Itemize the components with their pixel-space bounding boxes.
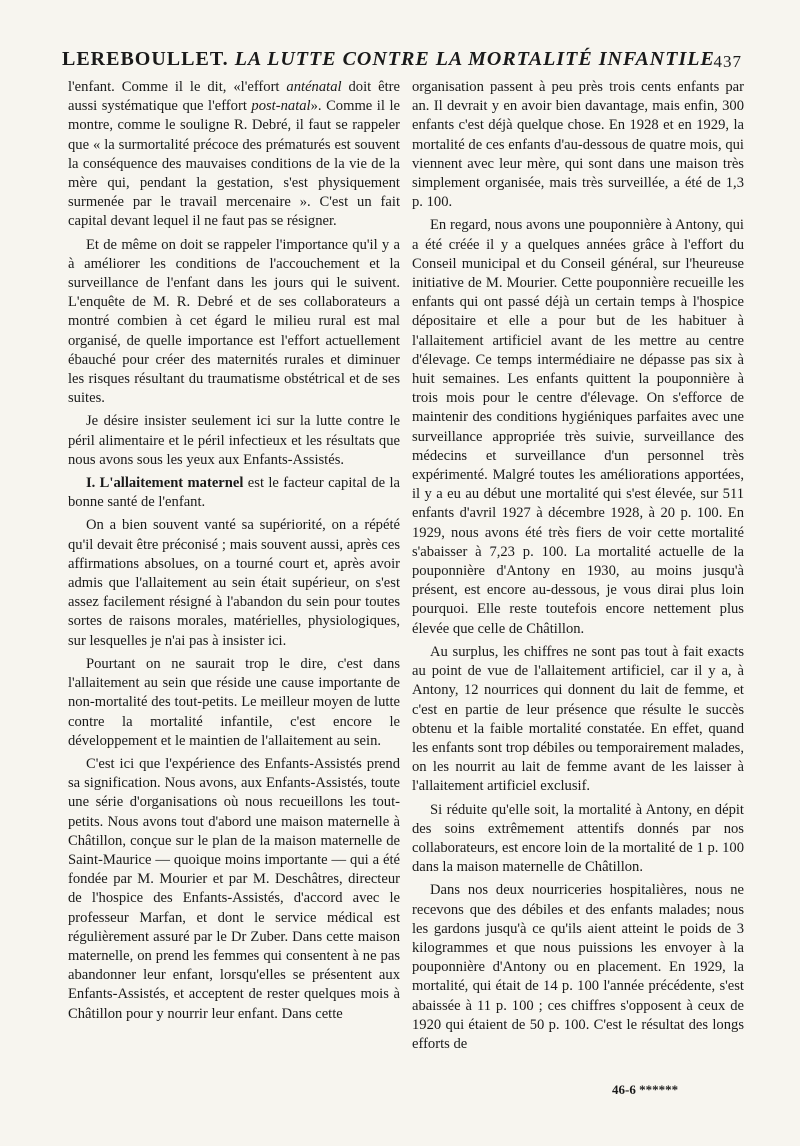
paragraph (68, 655, 400, 751)
paragraph (68, 78, 400, 232)
text-run: doit être aussi systématique que l'effort (68, 79, 400, 115)
running-header (62, 44, 742, 78)
paragraph (412, 801, 744, 878)
header-article-title: LA LUTTE CONTRE LA MORTALITÉ INFANTILE (234, 48, 715, 70)
text-run: C'est ici que l'expérience des Enfants-Assistés prend sa signification. Nous avons, aux Enfants-Assistés, toute une série d'organisations où nous recueillons les tout-petits. Nous avons tout d'abord une maison maternelle à Châtillon, conçue sur le plan de la maison maternelle de Saint-Maurice — quoique moins importante — qui a été fondée par M. Mourier et par M. Deschâtres, directeur de l'hospice des Enfants-Assistés, d'accord avec le professeur Marfan, et dont le service médical est régulièrement assuré par le Dr Zuber. Dans cette maison maternelle, on prend les femmes qui consentent à ne pas abandonner leur enfant, lorsqu'elles se présentent aux Enfants-Assistés, et acceptent de rester quelques mois à Châtillon pour y nourrir leur enfant. Dans cette (68, 755, 400, 1022)
paragraph (68, 755, 400, 1024)
printer-signature: 46-6 ****** (612, 1082, 679, 1097)
paragraph (68, 474, 400, 512)
text-run: organisation passent à peu près trois cents enfants par an. Il devrait y en avoir bien davantage, mais enfin, 300 enfants c'est déjà quelque chose. En 1928 et en 1929, la mortalité de ces enfants d'au-dessous de quatre mois, qui viennent avec leur mère, qui sont dans une maison très simplement organisée, mais très surveillée, a été de 1,3 p. 100. (412, 79, 744, 211)
text-run: Au surplus, les chiffres ne sont pas tout à fait exacts au point de vue de l'allaitement artificiel, car il y a, à Antony, 12 nourrices qui donnent du lait de femme, et c'est en partie de leur présence que résulte le succès obtenu et la faible mortalité constatée. En effet, quand les enfants sont trop débiles ou temporairement malades, on les nourrit au lait de femme avant de les laisser à l'allaitement artificiel exclusif. (412, 643, 744, 795)
text-em: anténatal (286, 79, 342, 95)
text-run: est le facteur capital de la bonne santé de l'enfant. (68, 475, 400, 511)
text-run: Et de même on doit se rappeler l'importance qu'il y a à améliorer les conditions de l'accouchement et la surveillance de l'enfant dans les jours qui le suivent. L'enquête de M. R. Debré et de ses collaborateurs a montré combien à cet égard le milieu rural est mal organisé, de quelle importance est l'effort actuellement ébauché pour créer des maternités rurales et diminuer les risques résultant du traumatisme obstétrical et de ses suites. (68, 236, 400, 407)
paragraph (68, 516, 400, 650)
paragraph (412, 643, 744, 797)
paragraph (68, 412, 400, 470)
text-run: Je désire insister seulement ici sur la lutte contre le péril alimentaire et le péril infectieux et les résultats que nous avons sous les yeux aux Enfants-Assistés. (68, 413, 400, 468)
paragraph (412, 216, 744, 638)
text-run: Pourtant on ne saurait trop le dire, c'est dans l'allaitement au sein que réside une cause importante de non-mortalité des tout-petits. Le meilleur moyen de lutte contre la mortalité infantile, c'est encore le développement et le maintien de l'allaitement au sein. (68, 655, 400, 749)
text-strong: I. L'allaitement maternel (86, 475, 244, 492)
header-author: LEREBOULLET. (62, 48, 229, 70)
paragraph (412, 881, 744, 1054)
paragraph (68, 236, 400, 409)
text-run: On a bien souvent vanté sa supériorité, on a répété qu'il devait être préconisé ; mais souvent aussi, après ces affirmations absolues, on a tourné court et, après avoir admis que l'allaitement au sein était supérieur, on s'est assez facilement résigné à l'abandon du sein pour toutes sortes de raisons morales, matérielles, physiologiques, sur lesquelles je n'ai pas à insister ici. (68, 517, 400, 649)
page-number: 437 (713, 52, 742, 71)
text-run: En regard, nous avons une pouponnière à Antony, qui a été créée il y a quelques années grâce à l'effort du Conseil municipal et du Conseil général, sur l'heureuse initiative de M. Mourier. Cette pouponnière recueille les enfants qui ont passé déjà un certain temps à l'hospice dépositaire et elle a pour but de les habituer à l'allaitement artificiel avant de les mettre au centre d'élevage. Ce temps intermédiaire ne dépasse pas six à huit semaines. Les enfants quittent la pouponnière à trois mois pour le centre d'élevage. On s'efforce de maintenir des conditions hygiéniques parfaites avec une surveillance appropriée très suivie, surveillance des médecins et surveillance d'un personnel très expérimenté. Malgré toutes les améliorations apportées, il y a eu au début une mortalité qui s'est élevée, sur 511 enfants d'avril 1927 à décembre 1928, à 20 p. 100. En 1929, nous avons été très fiers de voir cette mortalité s'abaisser à 7,23 p. 100. La mortalité actuelle de la pouponnière d'Antony en 1930, au moins jusqu'à présent, est encore au-dessous, je vous dirai plus loin pourquoi. Elle reste toutefois encore nettement plus élevée que celle de Châtillon. (412, 217, 744, 637)
left-column (68, 78, 400, 1028)
text-run: ». Comme il le montre, comme le souligne R. Debré, il faut se rappeler que « la surmortalité précoce des prématurés est souvent la conséquence des mauvaises conditions de la vie de la mère qui, pendant la gestation, s'est physiquement surmenée par le travail mercenaire ». C'est un fait capital devant lequel il ne faut pas se résigner. (68, 98, 400, 230)
text-run: l'enfant. Comme il le dit, «l'effort (68, 79, 287, 95)
header-title (62, 48, 715, 71)
right-column (412, 78, 744, 1058)
text-run: Dans nos deux nourriceries hospitalières, nous ne recevons que des débiles et des enfants malades; nous les gardons jusqu'à ce qu'ils aient atteint le poids de 3 kilogrammes et que nous puissions les envoyer à la pouponnière d'Antony ou en placement. En 1929, la mortalité, qui était de 14 p. 100 l'année précédente, s'est abaissée à 11 p. 100 ; ces chiffres s'opposent à ceux de 1920 qui étaient de 50 p. 100. C'est le résultat des longs efforts de (412, 882, 744, 1052)
text-em: post-natal (251, 98, 311, 115)
text-run: Si réduite qu'elle soit, la mortalité à Antony, en dépit des soins extrêmement attentifs donnés par nos collaborateurs, est encore loin de la mortalité de 1 p. 100 dans la maison maternelle de Châtillon. (412, 801, 744, 876)
paragraph (412, 78, 744, 212)
